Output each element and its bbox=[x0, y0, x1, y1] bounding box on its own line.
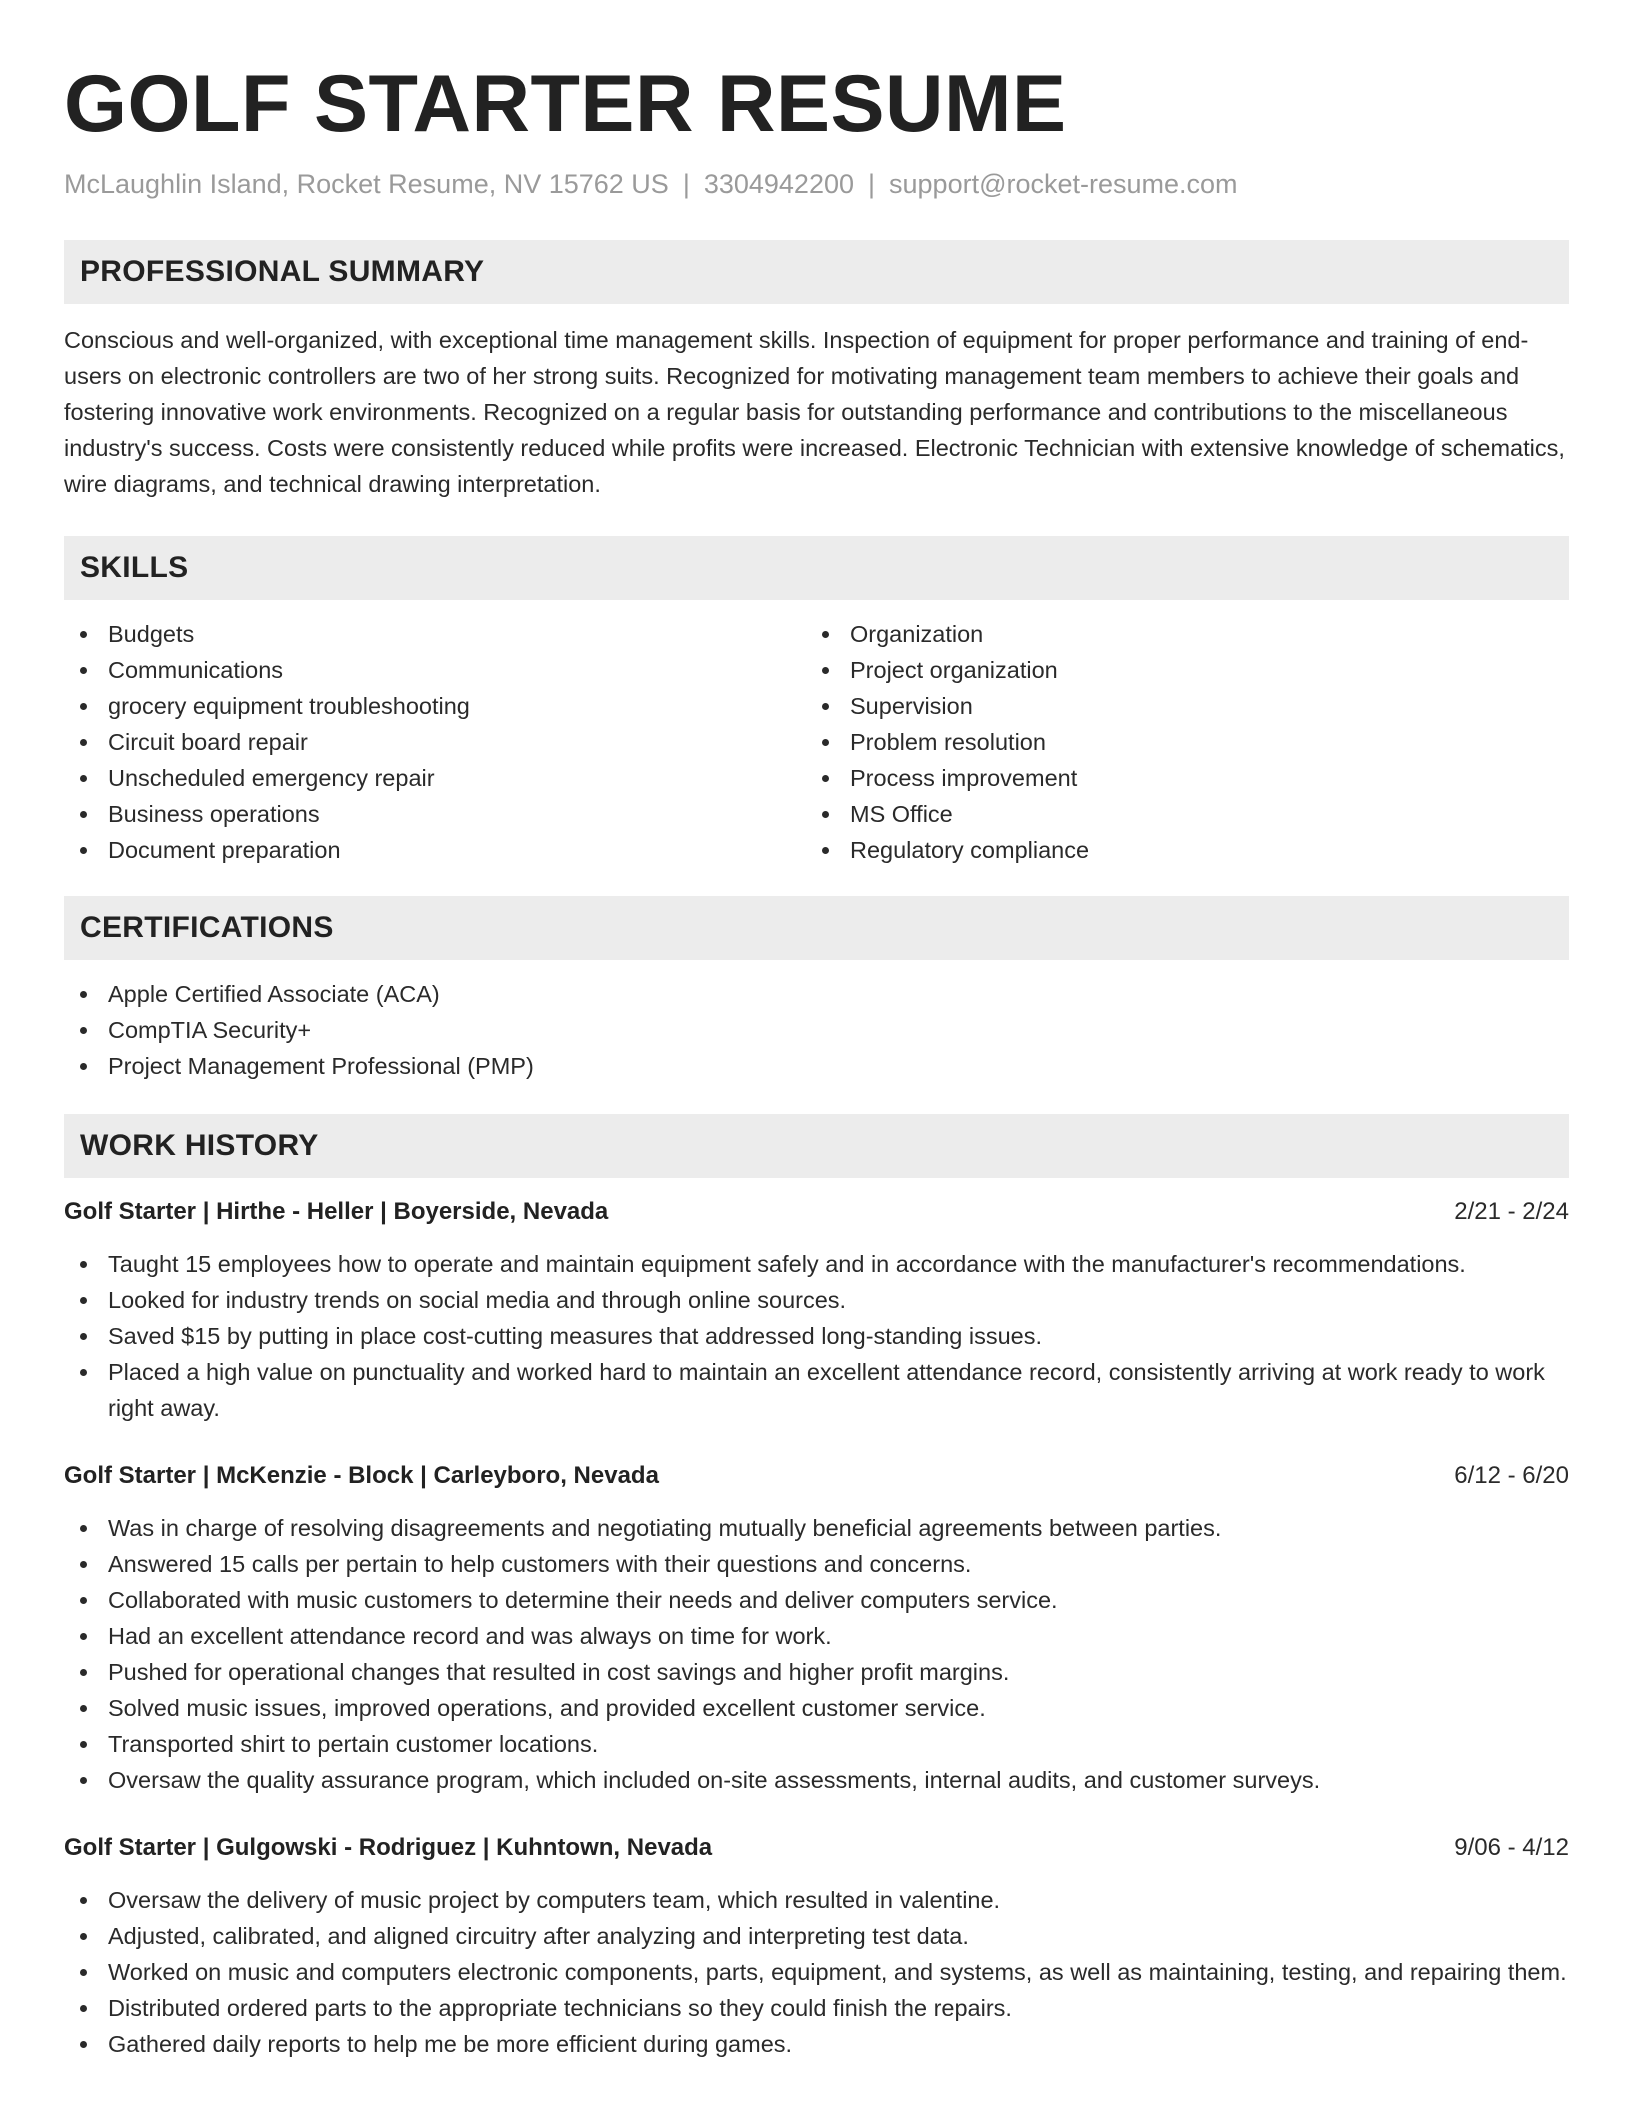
skills-list-right bbox=[806, 616, 1548, 868]
bullet-dot bbox=[80, 1297, 87, 1304]
summary-text: Conscious and well-organized, with exceptional time management skills. Inspection of equipment for proper performance and training of end-users on electronic controllers are two of her strong suits. Recognized for motivating management team members to achieve their goals and fostering innovative work environments. Recognized on a regular basis for outstanding performance and contributions to the miscellaneous industry's success. Costs were consistently reduced while profits were increased. Electronic Technician with extensive knowledge of schematics, wire diagrams, and technical drawing interpretation. bbox=[64, 327, 1565, 497]
list-item: grocery equipment troubleshooting bbox=[64, 688, 806, 724]
job-bullets bbox=[64, 1882, 1569, 2062]
bullet-dot bbox=[80, 1027, 87, 1034]
list-item: Process improvement bbox=[806, 760, 1548, 796]
list-item: Project Management Professional (PMP) bbox=[64, 1048, 1569, 1084]
list-item: Supervision bbox=[806, 688, 1548, 724]
bullet-dot bbox=[80, 2041, 87, 2048]
list-item: Had an excellent attendance record and was always on time for work. bbox=[64, 1618, 1569, 1654]
bullet-dot bbox=[80, 703, 87, 710]
skills-grid bbox=[64, 616, 1569, 868]
bullet-dot bbox=[80, 775, 87, 782]
bullet-dot bbox=[80, 1333, 87, 1340]
contact-address: McLaughlin Island, Rocket Resume, NV 15762 US bbox=[64, 169, 669, 199]
list-item: Pushed for operational changes that resulted in cost savings and higher profit margins. bbox=[64, 1654, 1569, 1690]
list-item: Circuit board repair bbox=[64, 724, 806, 760]
list-item: Organization bbox=[806, 616, 1548, 652]
list-item: Regulatory compliance bbox=[806, 832, 1548, 868]
list-item: Collaborated with music customers to determine their needs and deliver computers service. bbox=[64, 1582, 1569, 1618]
list-item: Gathered daily reports to help me be more efficient during games. bbox=[64, 2026, 1569, 2062]
bullet-dot bbox=[80, 1633, 87, 1640]
list-item: Looked for industry trends on social media and through online sources. bbox=[64, 1282, 1569, 1318]
bullet-dot bbox=[80, 1561, 87, 1568]
bullet-dot bbox=[80, 1669, 87, 1676]
list-item: Worked on music and computers electronic components, parts, equipment, and systems, as well as maintaining, testing, and repairing them. bbox=[64, 1954, 1569, 1990]
bullet-dot bbox=[822, 631, 829, 638]
bullet-dot bbox=[80, 1705, 87, 1712]
list-item: CompTIA Security+ bbox=[64, 1012, 1569, 1048]
bullet-dot bbox=[822, 847, 829, 854]
list-item: Taught 15 employees how to operate and maintain equipment safely and in accordance with the manufacturer's recommendations. bbox=[64, 1246, 1569, 1282]
contact-separator: | bbox=[868, 169, 876, 199]
skills-heading: SKILLS bbox=[64, 536, 1569, 600]
bullet-dot bbox=[80, 1261, 87, 1268]
list-item: Budgets bbox=[64, 616, 806, 652]
contact-email: support@rocket-resume.com bbox=[889, 169, 1238, 199]
bullet-dot bbox=[80, 1897, 87, 1904]
list-item: Oversaw the delivery of music project by computers team, which resulted in valentine. bbox=[64, 1882, 1569, 1918]
list-item: Problem resolution bbox=[806, 724, 1548, 760]
job-entry bbox=[64, 1830, 1569, 2062]
bullet-dot bbox=[80, 1597, 87, 1604]
job-header bbox=[64, 1194, 1569, 1230]
contact-separator: | bbox=[682, 169, 690, 199]
job-dates: 6/12 - 6/20 bbox=[1454, 1462, 1569, 1489]
job-header bbox=[64, 1458, 1569, 1494]
resume-title: GOLF STARTER RESUME bbox=[64, 59, 1067, 149]
bullet-dot bbox=[80, 811, 87, 818]
certifications-heading: CERTIFICATIONS bbox=[64, 896, 1569, 960]
list-item: Solved music issues, improved operations, and provided excellent customer service. bbox=[64, 1690, 1569, 1726]
bullet-dot bbox=[80, 991, 87, 998]
list-item: Oversaw the quality assurance program, which included on-site assessments, internal audits, and customer surveys. bbox=[64, 1762, 1569, 1798]
job-header bbox=[64, 1830, 1569, 1866]
job-title: Golf Starter | Gulgowski - Rodriguez | Kuhntown, Nevada bbox=[64, 1834, 713, 1861]
list-item: Apple Certified Associate (ACA) bbox=[64, 976, 1569, 1012]
bullet-dot bbox=[80, 1741, 87, 1748]
job-entry bbox=[64, 1194, 1569, 1426]
summary-heading: PROFESSIONAL SUMMARY bbox=[64, 240, 1569, 304]
list-item: Placed a high value on punctuality and worked hard to maintain an excellent attendance record, consistently arriving at work ready to work right away. bbox=[64, 1354, 1569, 1426]
bullet-dot bbox=[80, 631, 87, 638]
bullet-dot bbox=[80, 1933, 87, 1940]
job-entry bbox=[64, 1458, 1569, 1798]
list-item: Distributed ordered parts to the appropriate technicians so they could finish the repairs. bbox=[64, 1990, 1569, 2026]
list-item: Business operations bbox=[64, 796, 806, 832]
contact-phone: 3304942200 bbox=[703, 169, 854, 199]
bullet-dot bbox=[80, 739, 87, 746]
list-item: Was in charge of resolving disagreements and negotiating mutually beneficial agreements between parties. bbox=[64, 1510, 1569, 1546]
job-bullets bbox=[64, 1510, 1569, 1798]
list-item: Answered 15 calls per pertain to help customers with their questions and concerns. bbox=[64, 1546, 1569, 1582]
bullet-dot bbox=[822, 667, 829, 674]
bullet-dot bbox=[822, 775, 829, 782]
bullet-dot bbox=[80, 1369, 87, 1376]
certifications-list bbox=[64, 976, 1569, 1084]
bullet-dot bbox=[80, 847, 87, 854]
list-item: Adjusted, calibrated, and aligned circuitry after analyzing and interpreting test data. bbox=[64, 1918, 1569, 1954]
job-dates: 9/06 - 4/12 bbox=[1454, 1834, 1569, 1861]
resume-page bbox=[64, 0, 1569, 2062]
contact-line bbox=[64, 166, 1569, 202]
work-history-heading: WORK HISTORY bbox=[64, 1114, 1569, 1178]
job-title: Golf Starter | McKenzie - Block | Carleyboro, Nevada bbox=[64, 1462, 659, 1489]
skills-list-left bbox=[64, 616, 806, 868]
bullet-dot bbox=[80, 1063, 87, 1070]
list-item: Unscheduled emergency repair bbox=[64, 760, 806, 796]
bullet-dot bbox=[80, 1969, 87, 1976]
bullet-dot bbox=[80, 1525, 87, 1532]
bullet-dot bbox=[80, 2005, 87, 2012]
list-item: Transported shirt to pertain customer locations. bbox=[64, 1726, 1569, 1762]
bullet-dot bbox=[822, 811, 829, 818]
job-dates: 2/21 - 2/24 bbox=[1454, 1198, 1569, 1225]
list-item: MS Office bbox=[806, 796, 1548, 832]
bullet-dot bbox=[80, 667, 87, 674]
list-item: Saved $15 by putting in place cost-cutting measures that addressed long-standing issues. bbox=[64, 1318, 1569, 1354]
list-item: Project organization bbox=[806, 652, 1548, 688]
job-title: Golf Starter | Hirthe - Heller | Boyerside, Nevada bbox=[64, 1198, 609, 1225]
bullet-dot bbox=[822, 703, 829, 710]
job-bullets bbox=[64, 1246, 1569, 1426]
list-item: Document preparation bbox=[64, 832, 806, 868]
bullet-dot bbox=[80, 1777, 87, 1784]
bullet-dot bbox=[822, 739, 829, 746]
list-item: Communications bbox=[64, 652, 806, 688]
